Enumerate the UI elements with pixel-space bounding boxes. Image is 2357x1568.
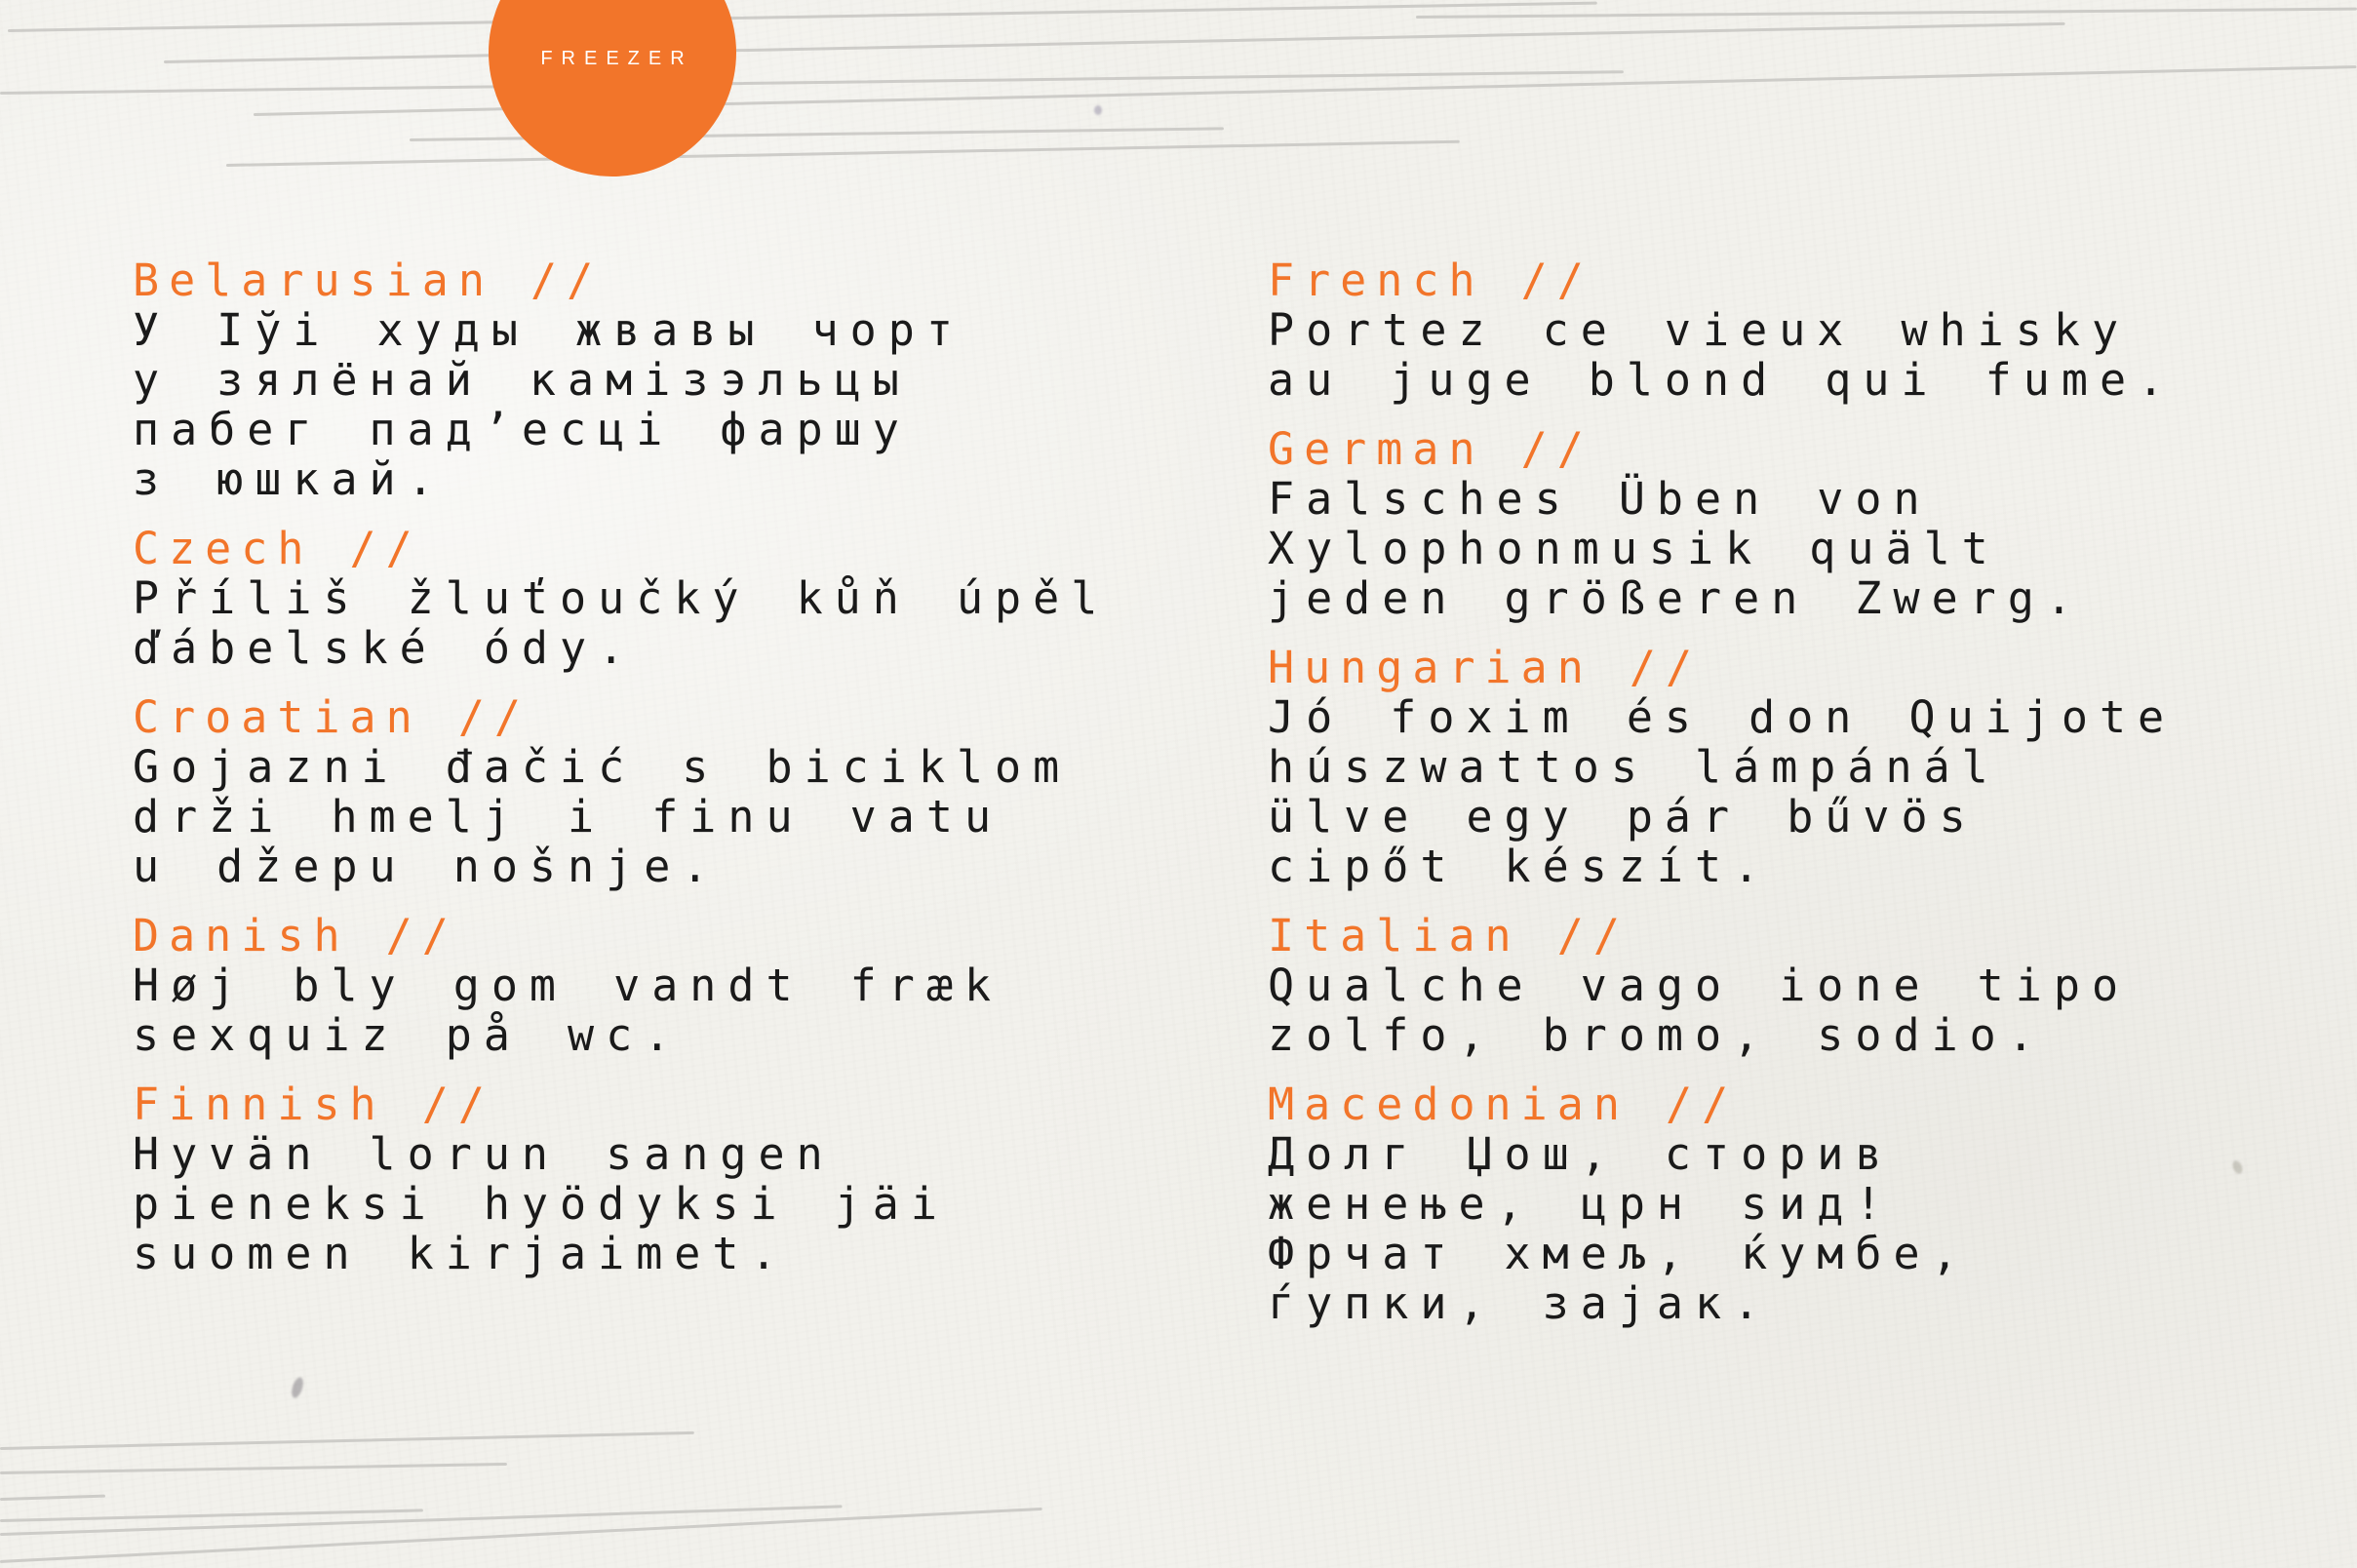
language-heading-czech: Czech // <box>133 523 422 574</box>
pangram-line: zolfo, bromo, sodio. <box>1268 1009 2046 1061</box>
paper-speck <box>290 1376 305 1399</box>
pangram-line: Portez ce vieux whisky <box>1268 304 2131 356</box>
language-heading-belarusian: Belarusian // <box>133 255 604 306</box>
section-italian <box>1268 911 2357 1060</box>
pangram-line: з юшкай. <box>133 453 446 505</box>
pangram-line: Фрчат хмељ, ќумбе, <box>1268 1228 1970 1279</box>
decorative-line <box>0 70 1624 95</box>
pangram-line: пабег пад’есці фаршу <box>133 404 911 455</box>
pangram-line: женење, црн ѕид! <box>1268 1178 1894 1230</box>
pangram-line: Jó foxim és don Quijote <box>1268 691 2177 743</box>
section-czech <box>133 524 1235 673</box>
pangram-line: Qualche vago ione tipo <box>1268 960 2131 1011</box>
language-heading-macedonian: Macedonian // <box>1268 1078 1739 1130</box>
brand-badge-circle <box>489 0 736 176</box>
section-belarusian <box>133 255 1235 504</box>
decorative-line <box>0 1463 507 1474</box>
decorative-line <box>0 1431 694 1450</box>
decorative-line <box>226 140 1460 167</box>
left-column <box>133 255 1235 1298</box>
pangram-line: jeden größeren Zwerg. <box>1268 572 2084 624</box>
pangram-line: Falsches Üben von <box>1268 473 1932 525</box>
section-croatian <box>133 692 1235 891</box>
paper-speck <box>1094 105 1102 115</box>
language-heading-croatian: Croatian // <box>133 691 531 743</box>
pangram-line: pieneksi hyödyksi jäi <box>133 1178 949 1230</box>
section-german <box>1268 424 2357 623</box>
pangram-line: au juge blond qui fume. <box>1268 354 2177 406</box>
decorative-line <box>1416 8 2357 19</box>
pangram-line: suomen kirjaimet. <box>133 1228 789 1279</box>
pangram-line: sexquiz på wc. <box>133 1009 683 1061</box>
language-heading-finnish: Finnish // <box>133 1078 494 1130</box>
pangram-line: ѓупки, зајак. <box>1268 1277 1772 1329</box>
section-finnish <box>133 1079 1235 1278</box>
pangram-line: u džepu nošnje. <box>133 841 721 892</box>
language-heading-french: French // <box>1268 255 1593 306</box>
language-heading-italian: Italian // <box>1268 910 1630 961</box>
right-column <box>1268 255 2357 1348</box>
section-hungarian <box>1268 643 2357 891</box>
section-french <box>1268 255 2357 405</box>
brand-badge-label: FREEZER <box>540 48 693 69</box>
pangram-line: Høj bly gom vandt fræk <box>133 960 1003 1011</box>
pangram-line: cipőt készít. <box>1268 841 1772 892</box>
pangram-line: Xylophonmusik quält <box>1268 523 2000 574</box>
language-heading-hungarian: Hungarian // <box>1268 642 1703 693</box>
pangram-line: У Іўі худы жвавы чорт <box>133 304 964 356</box>
section-macedonian <box>1268 1079 2357 1328</box>
pangram-line: ďábelské ódy. <box>133 622 637 674</box>
decorative-line <box>8 2 1597 32</box>
pangram-line: ülve egy pár bűvös <box>1268 791 1978 843</box>
pangram-line: Gojazni đačić s biciklom <box>133 741 1072 793</box>
pangram-line: Příliš žluťoučký kůň úpěl <box>133 572 1110 624</box>
pangram-line: Долг Џош, сторив <box>1268 1128 1894 1180</box>
language-heading-danish: Danish // <box>133 910 458 961</box>
decorative-line <box>0 1495 105 1501</box>
pangram-line: у зялёнай камізэльцы <box>133 354 911 406</box>
section-danish <box>133 911 1235 1060</box>
pangram-line: húszwattos lámpánál <box>1268 741 2000 793</box>
pangram-line: drži hmelj i finu vatu <box>133 791 1003 843</box>
pangram-line: Hyvän lorun sangen <box>133 1128 835 1180</box>
decorative-line <box>164 22 2065 63</box>
language-heading-german: German // <box>1268 423 1593 475</box>
